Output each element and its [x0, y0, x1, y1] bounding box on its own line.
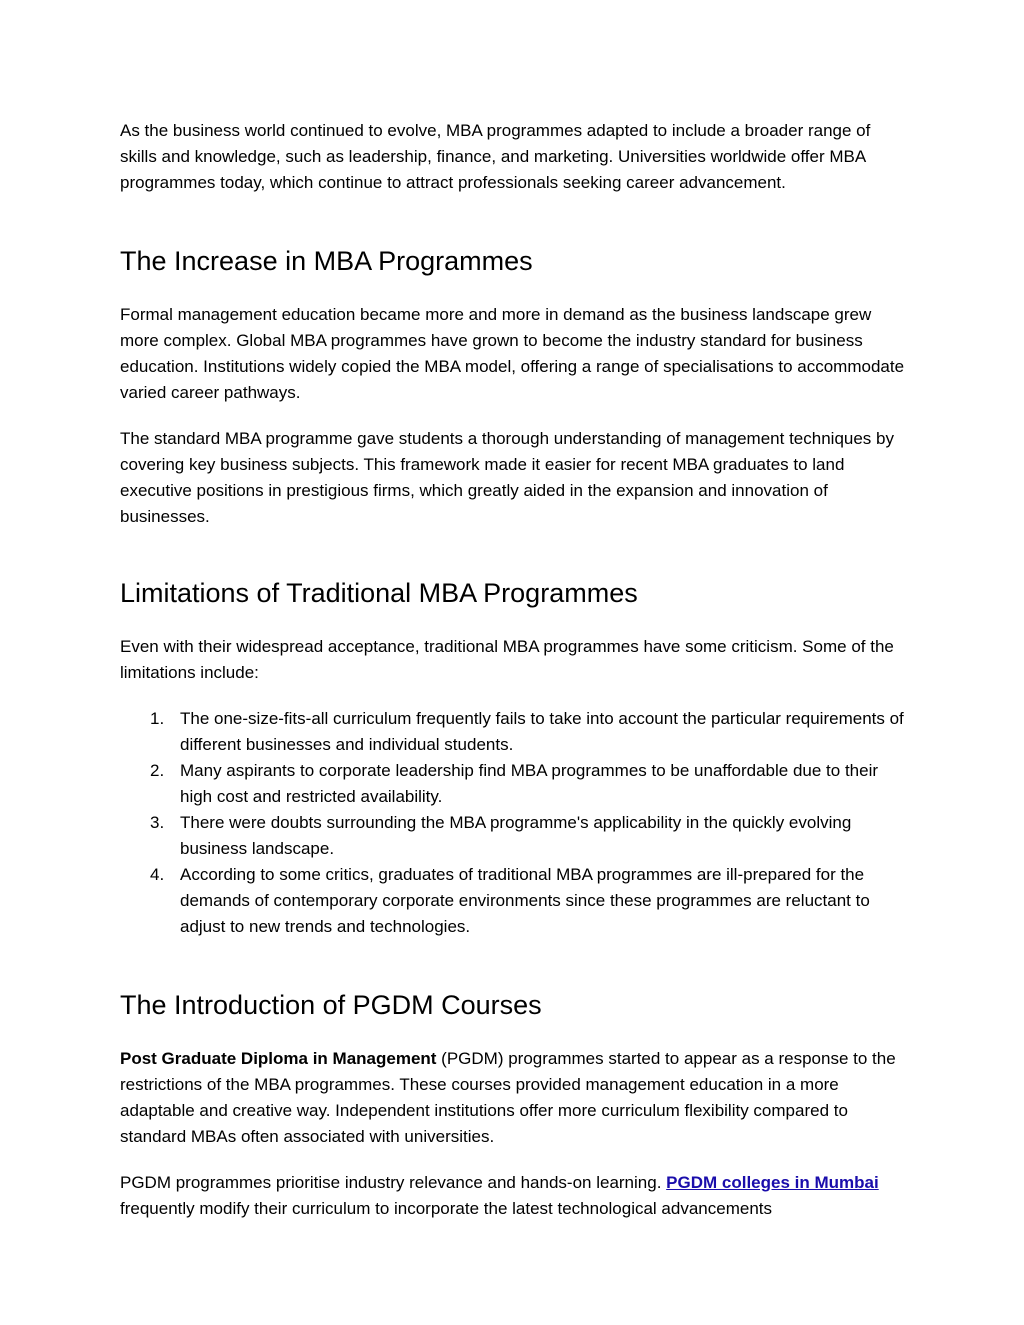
list-item-number: 2.	[150, 761, 165, 780]
heading-pgdm-introduction: The Introduction of PGDM Courses	[120, 990, 542, 1020]
list-item-number: 4.	[150, 865, 165, 884]
limitations-list	[120, 706, 910, 940]
list-item-text: There were doubts surrounding the MBA programme's applicability in the quickly evolving business landscape.	[180, 813, 852, 858]
pgdm-relevance-text: PGDM programmes prioritise industry relevance and hands-on learning.	[120, 1173, 667, 1192]
list-item	[120, 810, 910, 862]
paragraph-pgdm-relevance	[120, 1170, 910, 1222]
paragraph-pgdm-definition	[120, 1046, 910, 1150]
pgdm-relevance-continuation: frequently modify their curriculum to incorporate the latest technological advancements	[120, 1199, 773, 1218]
list-item	[120, 706, 910, 758]
list-item-text: The one-size-fits-all curriculum frequently fails to take into account the particular requirements of different businesses and individual students.	[180, 709, 904, 754]
paragraph-standard-mba: The standard MBA programme gave students a thorough understanding of management techniques by covering key business subjects. This framework made it easier for recent MBA graduates to land executive positions in prestigious firms, which greatly aided in the expansion and innovation of businesses.	[120, 429, 894, 526]
list-item-number: 3.	[150, 813, 165, 832]
paragraph-limitations-intro: Even with their widespread acceptance, traditional MBA programmes have some criticism. Some of the limitations include:	[120, 637, 894, 682]
document-page	[120, 118, 910, 1222]
list-item-text: Many aspirants to corporate leadership find MBA programmes to be unaffordable due to their high cost and restricted availability.	[180, 761, 879, 806]
heading-increase-in-mba: The Increase in MBA Programmes	[120, 246, 533, 276]
paragraph-formal-management: Formal management education became more and more in demand as the business landscape grew more complex. Global MBA programmes have grown to become the industry standard for business education. Institutions widely copied the MBA model, offering a range of specialisations to accommodate varied career pathways.	[120, 305, 905, 402]
intro-paragraph: As the business world continued to evolve, MBA programmes adapted to include a broader range of skills and knowledge, such as leadership, finance, and marketing. Universities worldwide offer MBA programmes today, which continue to attract professionals seeking career advancement.	[120, 121, 871, 192]
pgdm-colleges-mumbai-link[interactable]: PGDM colleges in Mumbai	[666, 1173, 879, 1192]
pgdm-definition-text: (PGDM) programmes started to appear as a response to the restrictions of the MBA programmes. These courses provided management education in a more adaptable and creative way. Independent institutions offer more curriculum flexibility compared to standard MBAs often associated with universities.	[120, 1049, 896, 1146]
list-item	[120, 758, 910, 810]
heading-limitations: Limitations of Traditional MBA Programmes	[120, 578, 638, 608]
list-item-text: According to some critics, graduates of traditional MBA programmes are ill-prepared for the demands of contemporary corporate environments since these programmes are reluctant to adjust to new trends and technologies.	[180, 865, 870, 936]
list-item	[120, 862, 910, 940]
pgdm-term: Post Graduate Diploma in Management	[120, 1049, 437, 1068]
list-item-number: 1.	[150, 709, 165, 728]
